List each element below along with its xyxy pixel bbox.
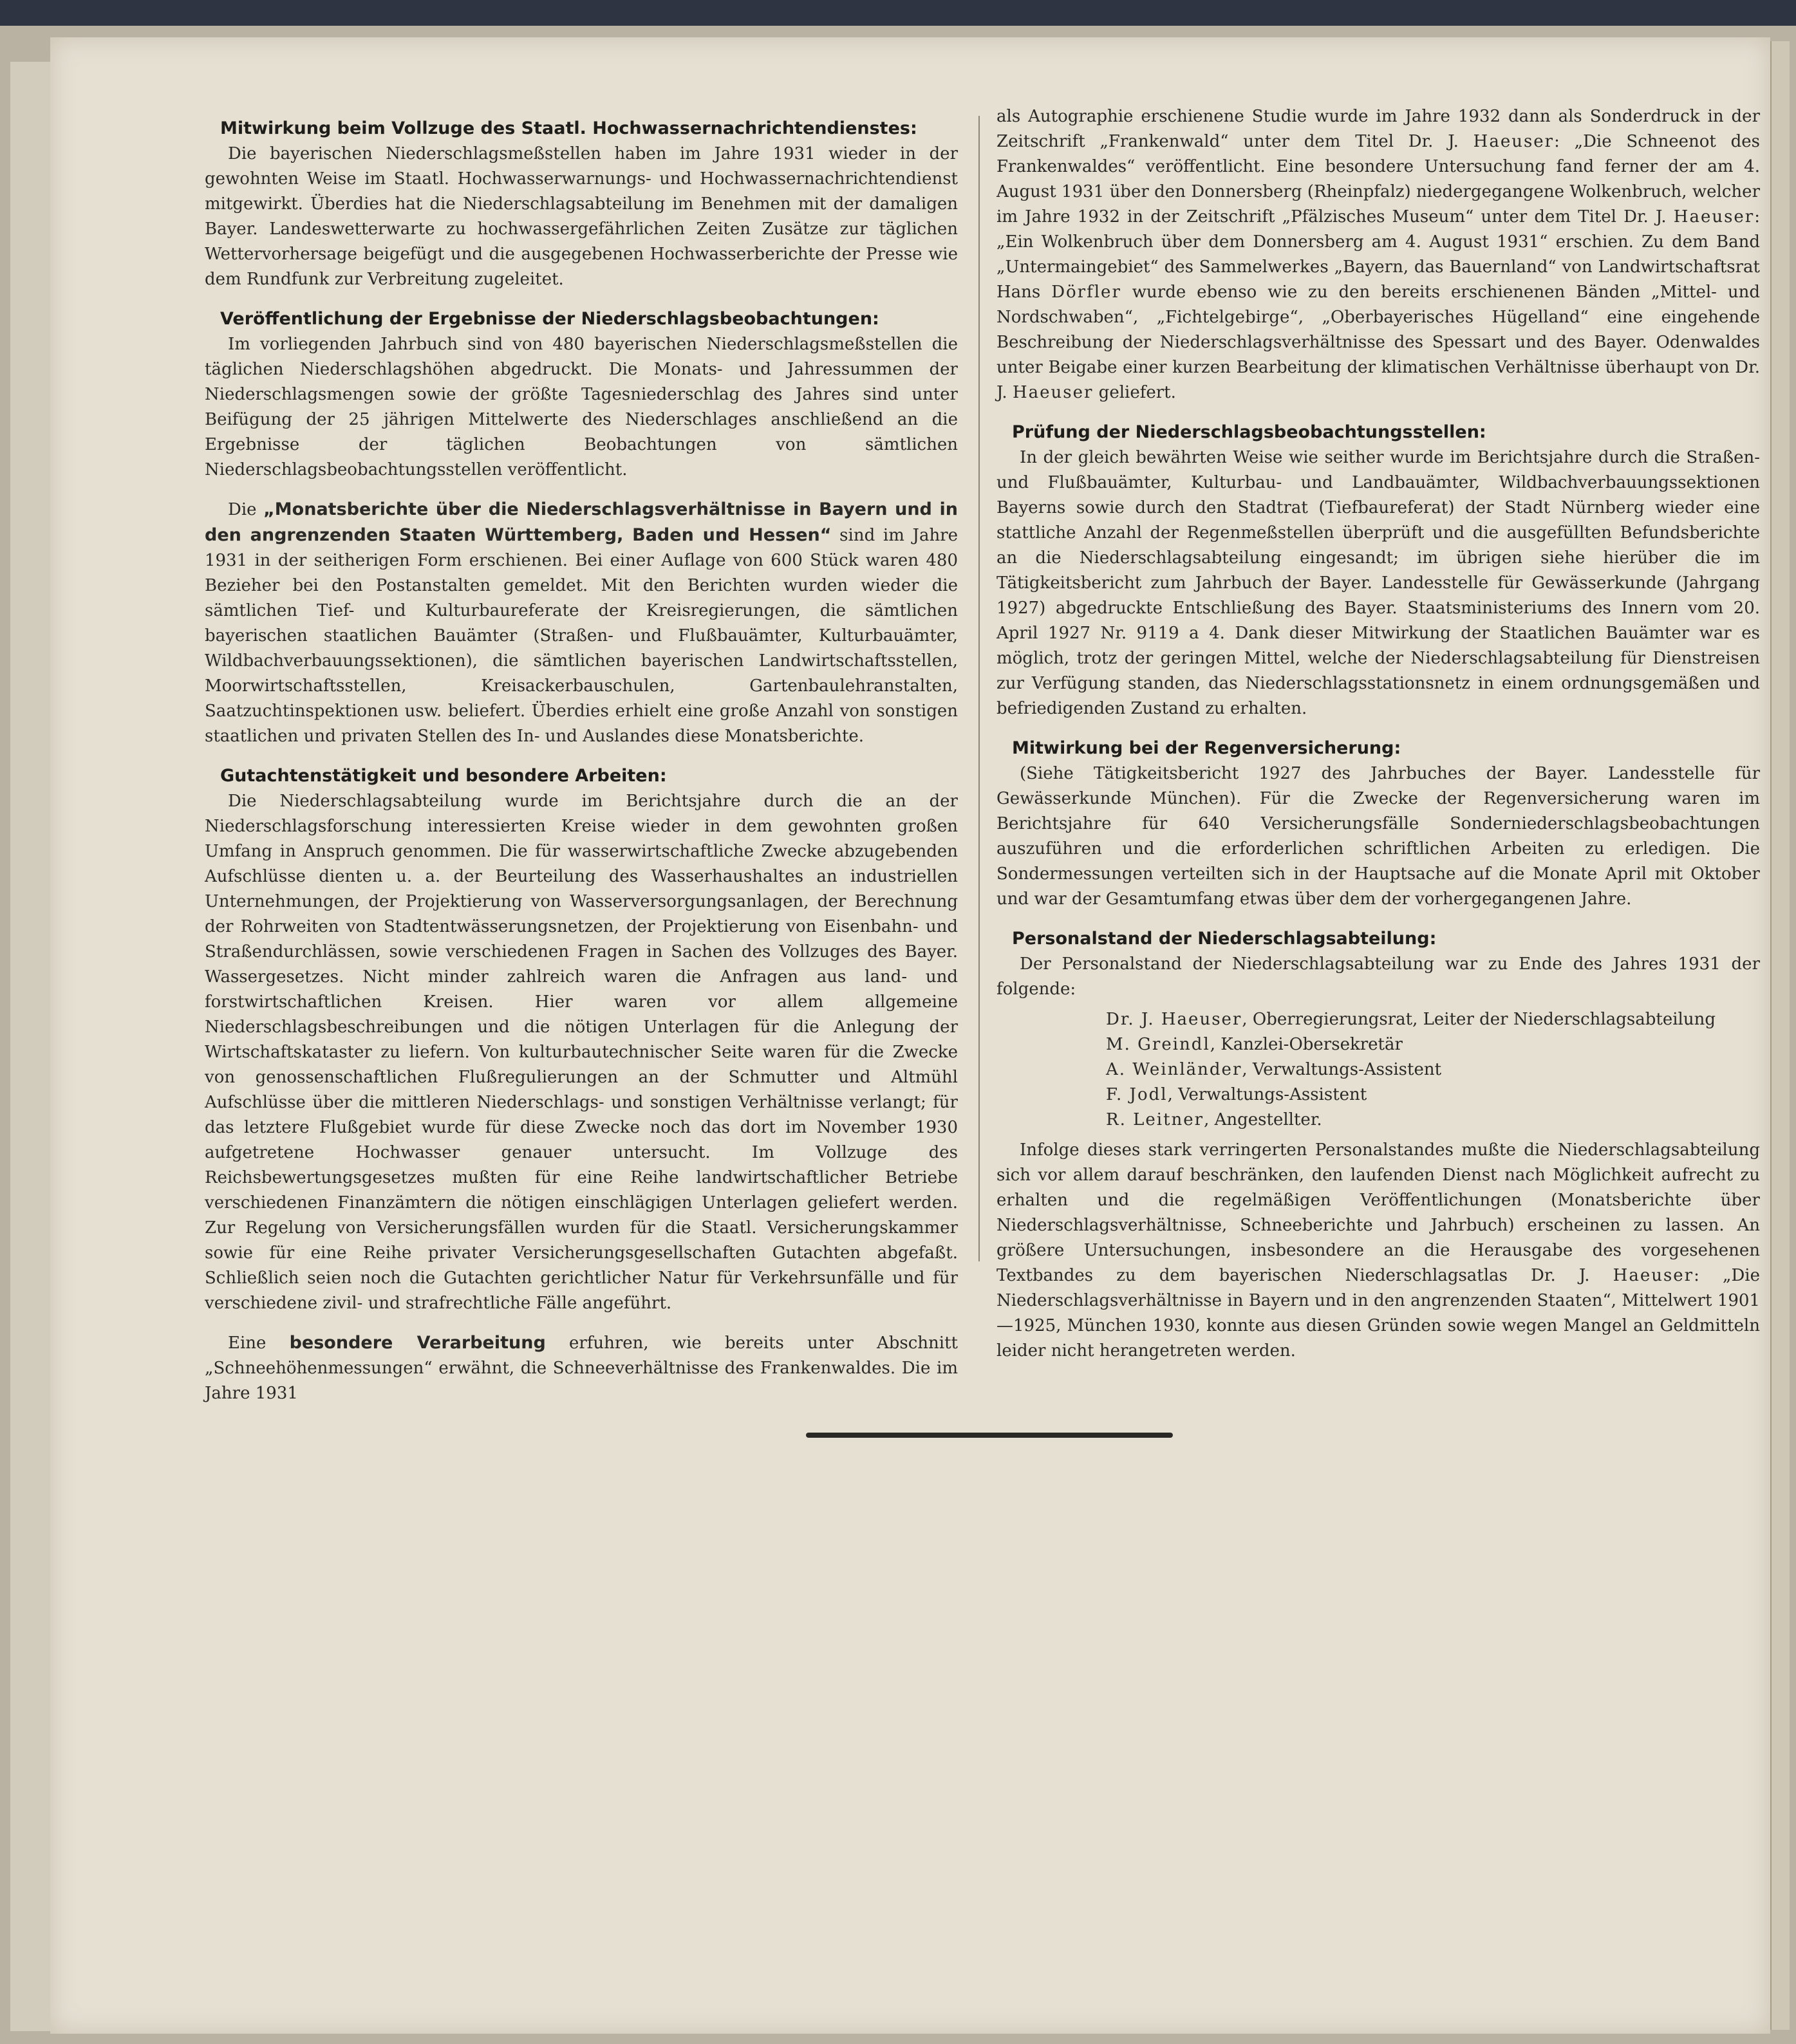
author-name: Haeuser	[1673, 207, 1755, 227]
staff-entry	[1106, 1032, 1760, 1057]
staff-role: , Angestellter.	[1204, 1110, 1322, 1129]
section-pruefung	[996, 420, 1760, 721]
author-name: Haeuser	[1012, 383, 1094, 402]
left-column	[205, 116, 958, 1409]
section-fortsetzung	[996, 104, 1760, 405]
staff-entry	[1106, 1057, 1760, 1082]
section-gutachten	[205, 763, 958, 1316]
staff-entry	[1106, 1007, 1760, 1032]
fortsetzung-text-4: wurde ebenso wie zu den bereits erschienenen Bänden „Mittel- und Nordschwaben“, „Fichtelgebirge“, „Oberbayerisches Hügelland“ eine eingehende Beschreibung der Niederschlagsverhältnisse des Spessart und des Bayer. Odenwaldes unter Beigabe einer kurzen Bearbeitung der klimatischen Verhältnisse überhaupt von Dr. J.	[996, 283, 1761, 402]
verarbeitung-title: besondere Verarbeitung	[289, 1333, 546, 1353]
paragraph-gutachten: Die Niederschlagsabteilung wurde im Berichtsjahre durch die an der Niederschlagsforschung interessierten Kreise wieder in dem gewohnten großen Umfang in Anspruch genommen. Die für wasserwirtschaftliche Zwecke abzugebenden Aufschlüsse dienten u. a. der Beurteilung des Wasserhaushaltes an industriellen Unternehmungen, der Projektierung von Wasserversorgungsanlagen, der Berechnung der Rohrweiten von Stadtentwässerungsnetzen, der Projektierung von Eisenbahn- und Straßendurchlässen, sowie verschiedenen Fragen in Sachen des Vollzuges des Bayer. Wassergesetzes. Nicht minder zahlreich waren die Anfragen aus land- und forstwirtschaftlichen Kreisen. Hier waren vor allem allgemeine Niederschlagsbeschreibungen und die nötigen Unterlagen für die Anlegung der Wirtschaftskataster zu liefern. Von kulturbautechnischer Seite waren für die Zwecke von genossenschaftlichen Flußregulierungen an der Schmutter und Altmühl Aufschlüsse über die mittleren Niederschlags- und sonstigen Verhältnisse verlangt; für das letztere Flußgebiet wurde für diese Zwecke noch das dort im November 1930 aufgetretene Hochwasser genauer untersucht. Im Vollzuge des Reichsbewertungsgesetzes mußten für eine Reihe landwirtschaftlicher Betriebe verschiedenen Finanzämtern die nötigen einschlägigen Unterlagen geliefert werden. Zur Regelung von Versicherungsfällen wurden für die Staatl. Versicherungskammer sowie für eine Reihe privater Versicherungsgesellschaften Gutachten abgefaßt. Schließlich seien noch die Gutachten gerichtlicher Natur für Verkehrsunfälle und für verschiedene zivil- und strafrechtliche Fälle angeführt.	[205, 792, 958, 1313]
column-divider	[978, 116, 980, 1261]
section-personalstand	[996, 926, 1760, 1364]
monatsberichte-lead: Die	[228, 500, 257, 519]
paragraph-monatsberichte	[205, 497, 958, 749]
section-monatsberichte	[205, 497, 958, 749]
staff-list	[1106, 1007, 1760, 1133]
staff-entry	[1106, 1108, 1760, 1133]
paragraph-personalstand-closing	[996, 1138, 1760, 1364]
right-column	[996, 104, 1760, 1366]
author-name: Haeuser	[1613, 1266, 1694, 1285]
section-regenversicherung	[996, 736, 1760, 912]
monatsberichte-title: „Monatsberichte über die Niederschlagsverhältnisse in Bayern und in den angrenzenden Staaten Württemberg, Baden und Hessen“	[205, 499, 958, 545]
staff-name: M. Greindl	[1106, 1035, 1210, 1054]
paragraph-verarbeitung	[205, 1330, 958, 1406]
heading-gutachten: Gutachtenstätigkeit und besondere Arbeiten:	[220, 766, 667, 786]
paragraph-personalstand-intro: Der Personalstand der Niederschlagsabteilung war zu Ende des Jahres 1931 der folgende:	[996, 954, 1760, 999]
fortsetzung-text-1: als Autographie erschienene Studie wurde im Jahre 1932 dann als Sonderdruck in der Zeitschrift „Frankenwald“ unter dem Titel Dr. J.	[996, 107, 1760, 151]
closing-text-1: Infolge dieses stark verringerten Personalstandes mußte die Niederschlagsabteilung sich vor allem darauf beschränken, den laufenden Dienst nach Möglichkeit aufrecht zu erhalten und die regelmäßigen Veröffentlichungen (Monatsberichte über Niederschlagsverhältnisse, Schneeberichte und Jahrbuch) erscheinen zu lassen. An größere Untersuchungen, insbesondere an die Herausgabe des vorgesehenen Textbandes zu dem bayerischen Niederschlagsatlas Dr. J.	[996, 1140, 1760, 1285]
paragraph-regenversicherung: (Siehe Tätigkeitsbericht 1927 des Jahrbuches der Bayer. Landesstelle für Gewässerkunde München). Für die Zwecke der Regenversicherung waren im Berichtsjahre für 640 Versicherungsfälle Sonderniederschlagsbeobachtungen auszuführen und die erforderlichen schriftlichen Arbeiten zu erledigen. Die Sondermessungen verteilten sich in der Hauptsache auf die Monate April mit Oktober und war der Gesamtumfang etwas über dem der vorhergegangenen Jahre.	[996, 764, 1760, 909]
author-name: Dörfler	[1051, 283, 1121, 302]
staff-entry	[1106, 1082, 1760, 1108]
heading-hochwasser: Mitwirkung beim Vollzuge des Staatl. Hochwassernachrichtendienstes:	[220, 118, 917, 138]
heading-personalstand: Personalstand der Niederschlagsabteilung:	[1012, 929, 1437, 949]
staff-role: , Kanzlei-Obersekretär	[1210, 1035, 1403, 1054]
section-hochwasser	[205, 116, 958, 292]
paragraph-veroeffentlichung: Im vorliegenden Jahrbuch sind von 480 bayerischen Niederschlagsmeßstellen die täglichen Niederschlagshöhen abgedruckt. Die Monats- und Jahressummen der Niederschlagsmengen sowie der größte Tagesniederschlag des Jahres sind unter Beifügung der 25 jährigen Mittelwerte des Niederschlages anschließend an die Ergebnisse der täglichen Beobachtungen von sämtlichen Niederschlagsbeobachtungsstellen veröffentlicht.	[205, 335, 958, 479]
monatsberichte-text: sind im Jahre 1931 in der seitherigen Form erschienen. Bei einer Auflage von 600 Stück waren 480 Bezieher bei den Postanstalten gemeldet. Mit den Berichten wurden wieder die sämtlichen Tief- und Kulturbaureferate der Kreisregierungen, die sämtlichen bayerischen staatlichen Bauämter (Straßen- und Flußbauämter, Kulturbauämter, Wildbachverbauungssektionen), die sämtlichen bayerischen Landwirtschaftsstellen, Moorwirtschaftsstellen, Kreisackerbauschulen, Gartenbaulehranstalten, Saatzuchtinspektionen usw. beliefert. Überdies erhielt eine große Anzahl von sonstigen staatlichen und privaten Stellen des In- und Auslandes diese Monatsberichte.	[205, 526, 959, 746]
closing-text-2: : „Die Niederschlagsverhältnisse in Bayern und in den angrenzenden Staaten“, Mittelwert 1901—1925, München 1930, konnte aus diesen Gründen sowie wegen Mangel an Geldmitteln leider nicht herangetreten werden.	[996, 1266, 1761, 1361]
page-stack-edge	[1770, 41, 1790, 2030]
fortsetzung-text-2: : „Die Schneenot des Frankenwaldes“ veröffentlicht. Eine besondere Untersuchung fand ferner der am 4. August 1931 über den Donnersberg (Rheinpfalz) niedergegangene Wolkenbruch, welcher im Jahre 1932 in der Zeitschrift „Pfälzisches Museum“ unter dem Titel Dr. J.	[996, 132, 1760, 227]
paragraph-hochwasser: Die bayerischen Niederschlagsmeßstellen haben im Jahre 1931 wieder in der gewohnten Weise im Staatl. Hochwasserwarnungs- und Hochwassernachrichtendienst mitgewirkt. Überdies hat die Niederschlagsabteilung im Benehmen mit der damaligen Bayer. Landeswetterwarte zu hochwassergefährlichen Zeiten Zusätze zur täglichen Wettervorhersage beigefügt und die ausgegebenen Hochwasserberichte der Presse wie dem Rundfunk zur Verbreitung zugeleitet.	[205, 144, 958, 289]
author-name: Haeuser	[1473, 132, 1555, 151]
verarbeitung-text: erfuhren, wie bereits unter Abschnitt „Schneehöhenmessungen“ erwähnt, die Schneeverhältnisse des Frankenwaldes. Die im Jahre 1931	[205, 1333, 958, 1403]
verarbeitung-lead: Eine	[228, 1333, 267, 1353]
fortsetzung-text-3: : „Ein Wolkenbruch über dem Donnersberg am 4. August 1931“ erschien. Zu dem Band „Untermaingebiet“ des Sammelwerkes „Bayern, das Bauernland“ von Landwirtschaftsrat Hans	[996, 207, 1760, 302]
staff-name: Dr. J. Haeuser	[1106, 1010, 1242, 1029]
heading-regenversicherung: Mitwirkung bei der Regenversicherung:	[1012, 738, 1401, 758]
paragraph-pruefung: In der gleich bewährten Weise wie seither wurde im Berichtsjahre durch die Straßen- und Flußbauämter, Kulturbau- und Landbauämter, Wildbachverbauungssektionen Bayerns sowie durch den Stadtrat (Tiefbaureferat) der Stadt Nürnberg wieder eine stattliche Anzahl der Regenmeßstellen überprüft und die ausgefüllten Befundsberichte an die Niederschlagsabteilung eingesandt; im übrigen siehe hierüber die im Tätigkeitsbericht zum Jahrbuch der Bayer. Landesstelle für Gewässerkunde (Jahrgang 1927) abgedruckte Entschließung des Bayer. Staatsministeriums des Innern vom 20. April 1927 Nr. 9119 a 4. Dank dieser Mitwirkung der Staatlichen Bauämter war es möglich, trotz der geringen Mittel, welche der Niederschlagsabteilung für Dienstreisen zur Verfügung standen, das Niederschlagsstationsnetz in einem ordnungsgemäßen und befriedigenden Zustand zu erhalten.	[996, 448, 1760, 718]
staff-name: R. Leitner	[1106, 1110, 1204, 1129]
paragraph-fortsetzung	[996, 104, 1760, 405]
fortsetzung-text-5: geliefert.	[1098, 383, 1176, 402]
staff-name: F. Jodl	[1106, 1085, 1168, 1104]
staff-name: A. Weinländer	[1106, 1060, 1242, 1079]
staff-role: , Oberregierungsrat, Leiter der Niederschlagsabteilung	[1242, 1010, 1716, 1029]
heading-veroeffentlichung: Veröffentlichung der Ergebnisse der Niederschlagsbeobachtungen:	[220, 309, 879, 329]
staff-role: , Verwaltungs-Assistent	[1167, 1085, 1367, 1104]
staff-role: , Verwaltungs-Assistent	[1242, 1060, 1442, 1079]
previous-page-edge	[10, 62, 53, 2031]
section-verarbeitung	[205, 1330, 958, 1406]
heading-pruefung: Prüfung der Niederschlagsbeobachtungsstellen:	[1012, 422, 1486, 442]
end-rule	[806, 1433, 1173, 1438]
section-veroeffentlichung	[205, 306, 958, 483]
